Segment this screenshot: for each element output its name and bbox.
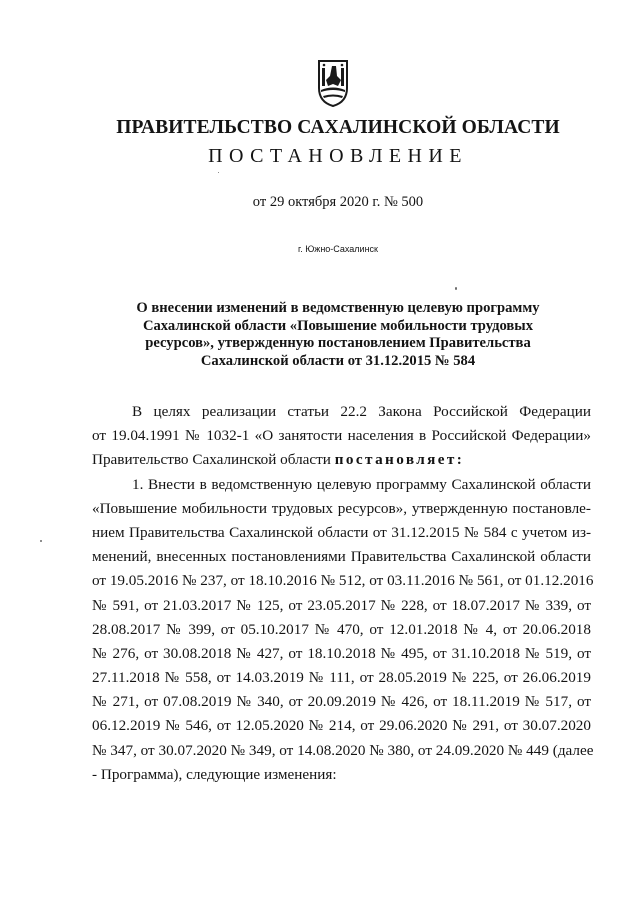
document-date-number: от 29 октября 2020 г. № 500: [252, 194, 424, 210]
item-line: 1. Внести в ведомственную целевую программу Сахалинской области: [132, 475, 591, 493]
heading-line: Сахалинской области «Повышение мобильности трудовых: [142, 317, 534, 334]
heading-line: ресурсов», утвержденную постановлением Правительства: [145, 335, 531, 352]
item-line: «Повышение мобильности трудовых ресурсов», утвержденную постановле-: [92, 499, 591, 517]
preamble-line: от 19.04.1991 № 1032-1 «О занятости населения в Российской Федерации»: [92, 427, 591, 445]
item-line: № 347, от 30.07.2020 № 349, от 14.08.2020 № 380, от 24.09.2020 № 449 (далее: [92, 741, 594, 759]
item-line: 06.12.2019 № 546, от 12.05.2020 № 214, от 29.06.2020 № 291, от 30.07.2020: [92, 717, 591, 735]
preamble-line: В целях реализации статьи 22.2 Закона Российской Федерации: [132, 403, 591, 420]
document-heading: [90, 300, 586, 370]
decree-word: постановляет:: [334, 451, 465, 469]
document-type: ПОСТАНОВЛЕНИЕ: [208, 145, 468, 167]
scan-speck: [218, 172, 219, 173]
item-line: нием Правительства Сахалинской области от 31.12.2015 № 584 с учетом из-: [92, 523, 591, 541]
item-line: от 19.05.2016 № 237, от 18.10.2016 № 512, от 03.11.2016 № 561, от 01.12.2016: [92, 572, 594, 590]
heading-line: О внесении изменений в ведомственную целевую программу: [136, 300, 540, 316]
coat-of-arms-icon: [315, 58, 351, 108]
item-line: № 591, от 21.03.2017 № 125, от 23.05.2017 № 228, от 18.07.2017 № 339, от: [92, 596, 591, 614]
item-line: менений, внесенных постановлениями Правительства Сахалинской области: [92, 548, 591, 566]
scan-speck: [40, 540, 42, 542]
preamble-line-start: Правительство Сахалинской области: [92, 451, 335, 469]
item-line: 27.11.2018 № 558, от 14.03.2019 № 111, от 28.05.2019 № 225, от 26.06.2019: [92, 669, 591, 687]
government-title: ПРАВИТЕЛЬСТВО САХАЛИНСКОЙ ОБЛАСТИ: [116, 117, 560, 138]
heading-line: Сахалинской области от 31.12.2015 № 584: [200, 352, 476, 369]
preamble-decree-line: [92, 448, 591, 472]
document-city: г. Южно-Сахалинск: [298, 244, 378, 254]
document-body: [92, 400, 594, 787]
item-line: № 271, от 07.08.2019 № 340, от 20.09.2019 № 426, от 18.11.2019 № 517, от: [92, 693, 591, 711]
scan-speck: [455, 287, 457, 290]
item-line: № 276, от 30.08.2018 № 427, от 18.10.2018 № 495, от 31.10.2018 № 519, от: [92, 644, 591, 662]
item-line-last: - Программа), следующие изменения:: [92, 765, 337, 783]
item-line: 28.08.2017 № 399, от 05.10.2017 № 470, от 12.01.2018 № 4, от 20.06.2018: [92, 620, 591, 638]
